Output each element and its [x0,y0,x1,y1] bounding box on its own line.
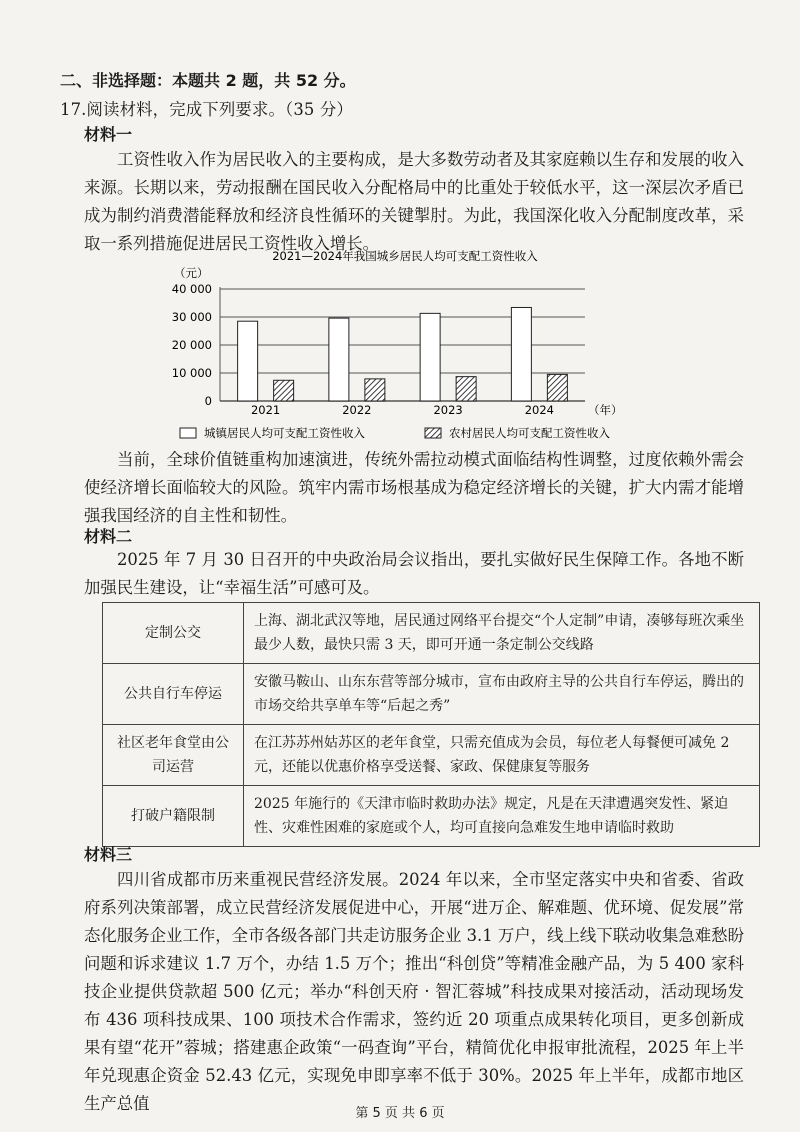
table-row [103,664,760,725]
urban-bar [511,307,531,401]
y-tick-label: 40 000 [171,282,212,296]
row-label: 定制公交 [103,603,244,664]
legend-label: 农村居民人均可支配工资性收入 [449,426,610,440]
rural-bar [456,377,476,401]
material-1-paragraph-2: 当前，全球价值链重构加速演进，传统外需拉动模式面临结构性调整，过度依赖外需会使经济增长面临较大的风险。筑牢内需市场根基成为稳定经济增长的关键，扩大内需才能增强我国经济的自主性和韧性。 [84,450,744,525]
section-heading: 二、非选择题：本题共 2 题，共 52 分。 [60,71,356,90]
legend-label: 城镇居民人均可支配工资性收入 [204,426,365,440]
rural-bar [274,380,294,401]
material-3-title: 材料三 [84,845,133,864]
rural-bar [547,374,567,401]
rural-bar [365,379,385,401]
livelihood-measures-table [102,602,760,847]
row-label: 打破户籍限制 [103,786,244,847]
row-label: 社区老年食堂由公司运营 [103,725,244,786]
material-2-title: 材料二 [84,527,133,546]
material-3-paragraph: 四川省成都市历来重视民营经济发展。2024 年以来，全市坚定落实中央和省委、省政府系列决策部署，成立民营经济发展促进中心，开展“进万企、解难题、优环境、促发展”常态化服务企业工作，全市各级各部门共走访服务企业 3.1 万户，线上线下联动收集急难愁盼问题和诉求建议 1.7 万个，办结 1.5 万个；推出“科创贷”等精准金融产品，为 5 400 家科技企业提供贷款超 500 亿元；举办“科创天府 · 智汇蓉城”科技成果对接活动，活动现场发布 436 项科技成果、100 项技术合作需求，签约近 20 项重点成果转化项目，更多创新成果有望“花开”蓉城；搭建惠企政策“一码查询”平台，精简优化申报审批流程，2025 年上半年兑现惠企资金 52.43 亿元，实现免申即享率不低于 30%。2025 年上半年，成都市地区生产总值 [84,870,744,1113]
page-footer: 第 5 页 共 6 页 [355,1106,445,1121]
legend-swatch-rural [425,428,441,438]
table-row [103,603,760,664]
table-row [103,725,760,786]
row-label: 公共自行车停运 [103,664,244,725]
legend-swatch-urban [180,428,196,438]
chart-y-unit: （元） [174,266,209,280]
material-1-paragraph-1: 工资性收入作为居民收入的主要构成，是大多数劳动者及其家庭赖以生存和发展的收入来源。长期以来，劳动报酬在国民收入分配格局中的比重处于较低水平，这一深层次矛盾已成为制约消费潜能释放和经济良性循环的关键掣肘。为此，我国深化收入分配制度改革，采取一系列措施促进居民工资性收入增长。 [84,150,744,253]
y-tick-label: 20 000 [171,338,212,352]
x-tick-label: 2021 [250,403,281,417]
row-text: 在江苏苏州姑苏区的老年食堂，只需充值成为会员，每位老人每餐便可减免 2 元，还能以优惠价格享受送餐、家政、保健康复等服务 [244,725,760,786]
x-tick-label: 2023 [433,403,463,417]
urban-bar [329,318,349,401]
urban-bar [420,313,440,401]
row-text: 安徽马鞍山、山东东营等部分城市，宣布由政府主导的公共自行车停运，腾出的市场交给共享单车等“后起之秀” [244,664,760,725]
y-tick-label: 0 [204,394,212,408]
material-1-title: 材料一 [84,125,133,144]
question-prompt: 17.阅读材料，完成下列要求。（35 分） [60,100,353,119]
income-bar-chart [150,248,670,444]
x-tick-label: 2022 [342,403,372,417]
chart-x-unit: （年） [588,403,623,417]
chart-title: 2021—2024年我国城乡居民人均可支配工资性收入 [272,249,538,263]
material-2-intro: 2025 年 7 月 30 日召开的中央政治局会议指出，要扎实做好民生保障工作。各地不断加强民生建设，让“幸福生活”可感可及。 [84,550,744,597]
x-tick-label: 2024 [524,403,555,417]
y-tick-label: 30 000 [171,310,212,324]
table-row [103,786,760,847]
urban-bar [238,321,258,401]
row-text: 2025 年施行的《天津市临时救助办法》规定，凡是在天津遭遇突发性、紧迫性、灾难性困难的家庭或个人，均可直接向急难发生地申请临时救助 [244,786,760,847]
row-text: 上海、湖北武汉等地，居民通过网络平台提交“个人定制”申请，凑够每班次乘坐最少人数，最快只需 3 天，即可开通一条定制公交线路 [244,603,760,664]
y-tick-label: 10 000 [171,366,212,380]
